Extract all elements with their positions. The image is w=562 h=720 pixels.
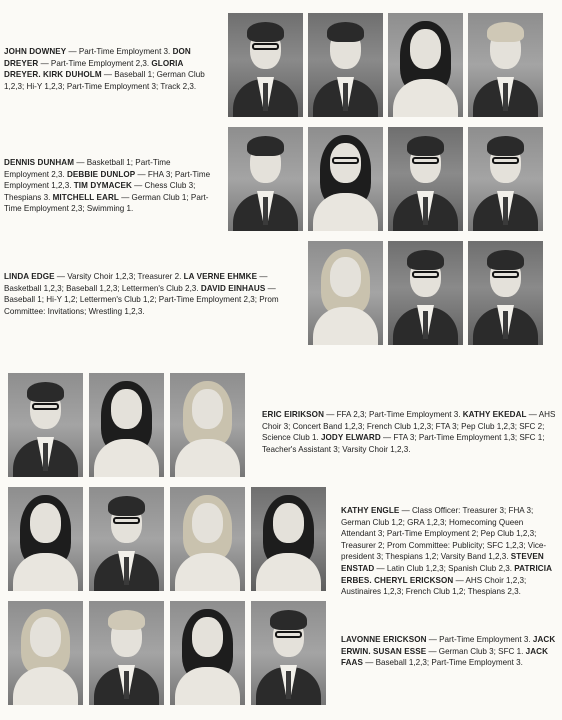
photo-don-dreyer — [308, 13, 383, 117]
portrait-hair — [487, 136, 524, 156]
student-name: DON DREYER — [4, 47, 191, 68]
student-name: PATRICIA ERBES. CHERYL ERICKSON — [341, 563, 552, 585]
portrait-face — [410, 29, 441, 69]
caption-block-4 — [262, 409, 556, 455]
student-name: LA VERNE EHMKE — [183, 272, 258, 281]
portrait-face — [192, 503, 223, 543]
activities-text: — FFA 2,3; Part-Time Employment 3. — [324, 410, 463, 419]
portrait-glasses — [275, 631, 302, 638]
activities-text: — German Club 3; SFC 1. — [426, 646, 526, 656]
photo-tim-dymacek — [388, 127, 463, 231]
portrait-tie — [503, 197, 508, 225]
activities-text: — AHS Choir 1,2,3; Austinaires 1,2,3; French Club 1,2; Thespians 2,3. — [341, 575, 527, 597]
portrait-hair — [270, 610, 307, 630]
portrait-face — [30, 503, 61, 543]
student-name: GLORIA DREYER. KIRK DUHOLM — [4, 58, 184, 80]
portrait-glasses — [332, 157, 359, 164]
activities-text: — Baseball 1; Hi-Y 1,2; Lettermen's Club 1,2; Part-Time Employment 2,3; Prom Committee: Invitations; Wrestling 1,2,3. — [4, 283, 279, 316]
photo-kathy-ekedal — [89, 373, 164, 477]
activities-text: — FTA 3; Part-Time Employment 1,3; SFC 1; Teacher's Assistant 3; Varsity Choir 1,2,3. — [262, 433, 545, 454]
photo-dennis-dunham — [228, 127, 303, 231]
portrait-tie — [263, 83, 268, 111]
portrait-hair — [327, 22, 364, 42]
student-name: LINDA EDGE — [4, 272, 55, 281]
portrait-sweater — [313, 307, 378, 345]
portrait-sweater — [94, 439, 159, 477]
photo-jack-erwin — [89, 601, 164, 705]
activities-text: — Basketball 1; Part-Time Employment 2,3. — [4, 158, 171, 179]
portrait-tie — [423, 311, 428, 339]
photo-susan-esse — [170, 601, 245, 705]
portrait-tie — [503, 311, 508, 339]
photo-cheryl-erickson — [251, 487, 326, 591]
portrait-glasses — [492, 157, 519, 164]
portrait-glasses — [32, 403, 59, 410]
photo-mitchell-earl — [468, 127, 543, 231]
photo-jody-elward — [170, 373, 245, 477]
student-name: DEBBIE DUNLOP — [66, 169, 136, 179]
photo-gloria-dreyer — [388, 13, 463, 117]
activities-text: — Part-Time Employment 2,3. — [38, 58, 152, 68]
caption-block-5 — [341, 505, 556, 598]
portrait-glasses — [412, 157, 439, 164]
student-name: STEVEN ENSTAD — [341, 552, 544, 573]
portrait-sweater — [13, 553, 78, 591]
portrait-hair — [108, 496, 145, 516]
portrait-sweater — [175, 667, 240, 705]
portrait-tie — [43, 443, 48, 471]
activities-text: — FHA 3; Part-Time Employment 1,2,3. — [4, 169, 211, 191]
portrait-face — [111, 389, 142, 429]
portrait-tie — [124, 671, 129, 699]
student-name: JACK FAAS — [341, 646, 549, 668]
portrait-face — [330, 257, 361, 297]
student-name: KATHY ENGLE — [341, 506, 400, 515]
activities-text: — Baseball 1; German Club 1,2,3; Hi-Y 1,2,3; Part-Time Employment 3; Track 2,3. — [4, 70, 205, 91]
activities-text: — Latin Club 1,2,3; Spanish Club 2,3. — [374, 563, 515, 573]
portrait-sweater — [256, 553, 321, 591]
portrait-face — [273, 503, 304, 543]
caption-block-6 — [341, 634, 556, 669]
portrait-hair — [108, 610, 145, 630]
portrait-glasses — [252, 43, 279, 50]
student-name: JOHN DOWNEY — [4, 47, 67, 56]
photo-linda-edge — [308, 241, 383, 345]
student-name: LAVONNE ERICKSON — [341, 635, 427, 644]
portrait-glasses — [113, 517, 140, 524]
portrait-sweater — [393, 79, 458, 117]
portrait-hair — [487, 22, 524, 42]
portrait-tie — [124, 557, 129, 585]
portrait-hair — [247, 22, 284, 42]
student-name: MITCHELL EARL — [52, 192, 119, 202]
portrait-tie — [503, 83, 508, 111]
photo-lavonne-erickson — [8, 601, 83, 705]
caption-block-1 — [4, 46, 216, 92]
activities-text: — Part-Time Employment 3. — [66, 47, 173, 56]
photo-debbie-dunlop — [308, 127, 383, 231]
activities-text: — Baseball 1,2,3; Part-Time Employment 3. — [363, 658, 523, 668]
student-name: DAVID EINHAUS — [200, 283, 266, 293]
portrait-sweater — [313, 193, 378, 231]
portrait-hair — [487, 250, 524, 270]
portrait-tie — [343, 83, 348, 111]
caption-block-3 — [4, 271, 296, 317]
photo-john-downey — [228, 13, 303, 117]
photo-steven-enstad — [89, 487, 164, 591]
portrait-hair — [407, 136, 444, 156]
activities-text: — Basketball 1,2,3; Baseball 1,2,3; Lettermen's Club 2,3. — [4, 272, 268, 293]
portrait-face — [30, 617, 61, 657]
caption-block-2 — [4, 157, 216, 215]
activities-text: — Class Officer: Treasurer 3; FHA 3; German Club 1,2; GRA 1,2,3; Homecoming Queen Attendant 3; Part-Time Employment 2; Pep Club 1,2,3; Treasurer 2; Prom Committee: Publicity; SFC 1,2,3; Vice-president 3; Thespians 1,2; Varsity Band 1,2,3. — [341, 506, 547, 562]
activities-text: — Varsity Choir 1,2,3; Treasurer 2. — [54, 272, 184, 281]
student-name: JACK ERWIN. SUSAN ESSE — [341, 635, 556, 656]
portrait-face — [192, 389, 223, 429]
activities-text: — AHS Choir 3; Concert Band 1,2,3; French Club 1,2,3; FTA 3; Pep Club 1,2,3; SFC 2; Science Club 1. — [262, 410, 556, 443]
photo-kirk-duholm — [468, 13, 543, 117]
portrait-sweater — [175, 439, 240, 477]
portrait-tie — [263, 197, 268, 225]
photo-kathy-engle — [8, 487, 83, 591]
photo-jack-faas — [251, 601, 326, 705]
activities-text: — Chess Club 3; Thespians 3. — [4, 181, 196, 202]
portrait-sweater — [13, 667, 78, 705]
student-name: DENNIS DUNHAM — [4, 158, 75, 167]
portrait-glasses — [492, 271, 519, 278]
portrait-hair — [27, 382, 64, 402]
portrait-glasses — [412, 271, 439, 278]
portrait-hair — [247, 136, 284, 156]
photo-david-einhaus — [468, 241, 543, 345]
student-name: KATHY EKEDAL — [462, 410, 527, 419]
activities-text: — German Club 1; Part-Time Employment 2,3; Swimming 1. — [4, 192, 209, 214]
portrait-sweater — [175, 553, 240, 591]
photo-eric-eirikson — [8, 373, 83, 477]
photo-la-verne-ehmke — [388, 241, 463, 345]
portrait-tie — [423, 197, 428, 225]
portrait-tie — [286, 671, 291, 699]
portrait-hair — [407, 250, 444, 270]
student-name: TIM DYMACEK — [73, 181, 132, 191]
student-name: ERIC EIRIKSON — [262, 410, 325, 419]
portrait-face — [192, 617, 223, 657]
photo-patricia-erbes — [170, 487, 245, 591]
activities-text: — Part-Time Employment 3. — [426, 635, 533, 644]
student-name: JODY ELWARD — [320, 433, 381, 443]
